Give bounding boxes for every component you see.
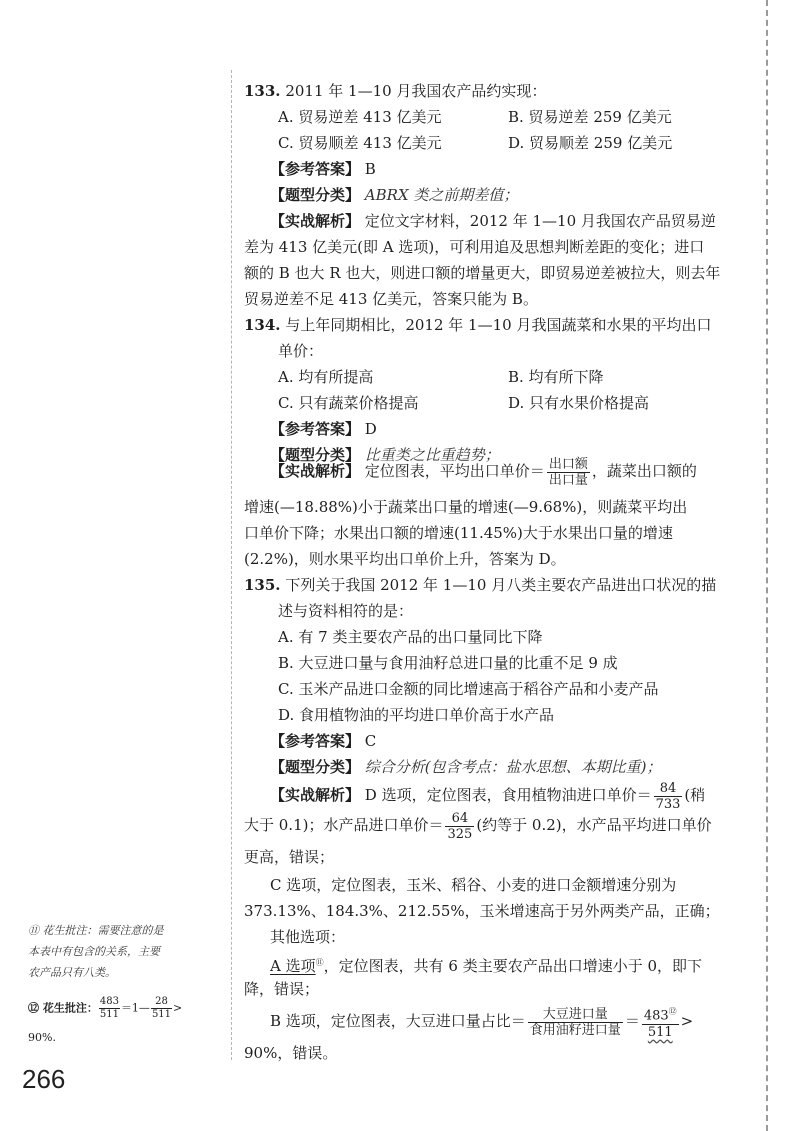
- note-line: [28, 996, 182, 1021]
- analysis-label: 【实战解析】: [270, 462, 361, 480]
- fraction-value: 483: [643, 1008, 669, 1024]
- note-line: [28, 920, 164, 941]
- analysis-line: [270, 952, 702, 977]
- fraction-numerator: 64: [445, 811, 474, 827]
- answer-line: [270, 158, 376, 180]
- note-line: [28, 941, 164, 962]
- fraction-numerator: [642, 1004, 679, 1024]
- option-a: A. 贸易逆差 413 亿美元: [278, 108, 442, 126]
- answer-line: [270, 418, 377, 440]
- question-number: 135.: [244, 576, 281, 594]
- fraction-denominator: 食用油籽进口量: [529, 1022, 621, 1038]
- footnote-mark: ⑫: [668, 1007, 677, 1017]
- analysis-line: [244, 808, 712, 842]
- option-b: B. 均有所下降: [508, 368, 604, 386]
- fraction-numerator: 84: [654, 781, 683, 797]
- fraction-denominator: 511: [647, 1024, 673, 1040]
- note-line: [28, 962, 164, 983]
- analysis-line: (2.2%)，则水果平均出口单价上升，答案为 D。: [244, 550, 566, 568]
- question-number: 133.: [244, 82, 281, 100]
- type-line: [270, 756, 662, 778]
- question-text-cont: 单价：: [278, 342, 324, 360]
- analysis-text: B 选项，定位图表，大豆进口量占比＝: [270, 1012, 526, 1030]
- option-c: C. 只有蔬菜价格提高: [278, 394, 419, 412]
- option-a: A. 均有所提高: [278, 368, 374, 386]
- analysis-line: 额的 B 也大 R 也大，则进口额的增量更大，即贸易逆差被拉大，则去年: [244, 264, 721, 282]
- greater-than-sign: >: [173, 1001, 183, 1015]
- answer-label: 【参考答案】: [270, 420, 361, 438]
- analysis-text: (稍: [684, 786, 706, 804]
- analysis-line: [270, 1004, 693, 1040]
- answer-value: D: [364, 420, 377, 438]
- note-line: 90%.: [28, 1031, 56, 1044]
- answer-label: 【参考答案】: [270, 732, 361, 750]
- analysis-line: 降，错误；: [244, 980, 320, 998]
- option-a: A. 有 7 类主要农产品的出口量同比下降: [278, 628, 543, 646]
- analysis-line: 更高，错误；: [244, 848, 335, 866]
- fraction-numerator: 483: [99, 996, 119, 1007]
- fraction: [528, 1007, 623, 1038]
- analysis-text: 定位文字材料，2012 年 1—10 月我国农产品贸易逆: [364, 212, 716, 230]
- equals-sign: ＝: [624, 1012, 640, 1030]
- type-value: ABRX 类之前期差值；: [364, 186, 519, 204]
- analysis-line: 差为 413 亿美元(即 A 选项)，可利用追及思想判断差距的变化；进口: [244, 238, 705, 256]
- type-label: 【题型分类】: [270, 186, 361, 204]
- question-134: [244, 314, 711, 336]
- fraction-denominator: 511: [99, 1009, 119, 1020]
- analysis-text: 大于 0.1)；水产品进口单价＝: [244, 816, 444, 834]
- question-text: 与上年同期相比，2012 年 1—10 月我国蔬菜和水果的平均出口: [285, 316, 712, 334]
- analysis-line: [270, 210, 716, 232]
- analysis-line: 口单价下降；水果出口额的增速(11.45%)大于水果出口量的增速: [244, 524, 673, 542]
- question-text-cont: 述与资料相符的是：: [278, 602, 414, 620]
- analysis-line: [270, 778, 705, 812]
- fraction-denominator: 733: [655, 796, 681, 812]
- fraction: [151, 996, 172, 1021]
- underlined-text: A 选项: [270, 957, 316, 975]
- analysis-line: 增速(—18.88%)小于蔬菜出口量的增速(—9.68%)，则蔬菜平均出: [244, 498, 688, 516]
- option-d: D. 只有水果价格提高: [508, 394, 650, 412]
- page-number: 266: [22, 1064, 66, 1094]
- greater-than-sign: >: [680, 1012, 694, 1030]
- analysis-line: C 选项，定位图表，玉米、稻谷、小麦的进口金额增速分别为: [270, 876, 677, 894]
- question-135: [244, 574, 716, 596]
- answer-line: [270, 730, 376, 752]
- option-d: D. 食用植物油的平均进口单价高于水产品: [278, 706, 555, 724]
- footnote-mark: ⑪: [315, 958, 324, 967]
- type-value: 比重类之比重趋势；: [364, 446, 500, 464]
- margin-separator: [231, 70, 232, 1060]
- note-text: ⑫ 花生批注：: [28, 1001, 98, 1015]
- option-c: C. 玉米产品进口金额的同比增速高于稻谷产品和小麦产品: [278, 680, 659, 698]
- type-label: 【题型分类】: [270, 758, 361, 776]
- fraction-denominator: 出口量: [548, 472, 588, 488]
- option-b: B. 贸易逆差 259 亿美元: [508, 108, 672, 126]
- margin-note-11: [28, 920, 164, 983]
- fraction-denominator: 325: [447, 826, 473, 842]
- analysis-line: 90%，错误。: [244, 1044, 338, 1062]
- note-text: 本表中有包含的关系，主要: [28, 945, 160, 958]
- note-text: 农产品只有八类。: [28, 966, 116, 979]
- fraction-numerator: 出口额: [548, 456, 588, 472]
- option-d: D. 贸易顺差 259 亿美元: [508, 134, 673, 152]
- fraction-numerator: 28: [151, 996, 172, 1009]
- analysis-line: 373.13%、184.3%、212.55%，玉米增速高于另外两类产品，正确；: [244, 902, 720, 920]
- question-133: [244, 80, 546, 102]
- analysis-text: 定位图表，平均出口单价＝: [364, 462, 545, 480]
- analysis-line: 贸易逆差不足 413 亿美元，答案只能为 B。: [244, 290, 538, 308]
- answer-value: B: [364, 160, 376, 178]
- cut-line: [766, 0, 768, 1131]
- fraction-numerator: 大豆进口量: [528, 1007, 623, 1023]
- question-text: 2011 年 1—10 月我国农产品约实现：: [285, 82, 547, 100]
- answer-label: 【参考答案】: [270, 160, 361, 178]
- analysis-label: 【实战解析】: [270, 212, 361, 230]
- analysis-line: [270, 456, 697, 488]
- analysis-label: 【实战解析】: [270, 786, 361, 804]
- analysis-text: (约等于 0.2)，水产品平均进口单价: [476, 816, 712, 834]
- note-text: ＝1—: [120, 1001, 150, 1015]
- answer-value: C: [364, 732, 377, 750]
- fraction-denominator: 511: [151, 1009, 172, 1020]
- fraction: [445, 811, 474, 842]
- analysis-line: 其他选项：: [270, 928, 346, 946]
- question-text: 下列关于我国 2012 年 1—10 月八类主要农产品进出口状况的描: [285, 576, 717, 594]
- analysis-text: ，蔬菜出口额的: [591, 462, 697, 480]
- type-value: 综合分析(包含考点：盐水思想、本期比重)；: [364, 758, 662, 776]
- option-c: C. 贸易顺差 413 亿美元: [278, 134, 442, 152]
- analysis-text: D 选项，定位图表，食用植物油进口单价＝: [364, 786, 652, 804]
- fraction: [99, 996, 120, 1021]
- analysis-text: ，定位图表，共有 6 类主要农产品出口增速小于 0，即下: [323, 957, 703, 975]
- type-label: 【题型分类】: [270, 446, 361, 464]
- fraction: [642, 1004, 679, 1039]
- question-number: 134.: [244, 316, 281, 334]
- fraction: [654, 781, 683, 812]
- option-b: B. 大豆进口量与食用油籽总进口量的比重不足 9 成: [278, 654, 618, 672]
- note-text: ⑪ 花生批注：需要注意的是: [28, 924, 164, 937]
- type-line: [270, 184, 518, 206]
- margin-note-12: [28, 996, 182, 1048]
- fraction: [547, 457, 590, 488]
